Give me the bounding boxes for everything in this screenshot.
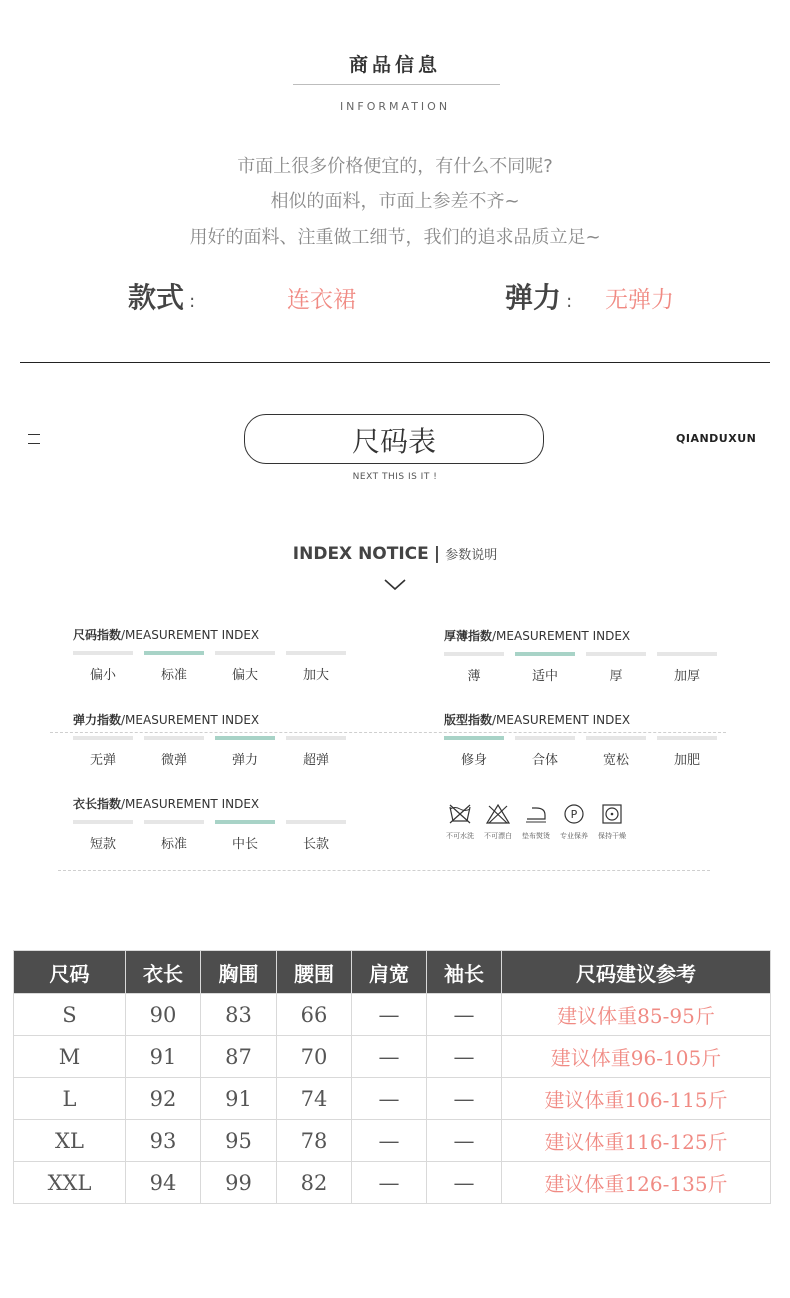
index-option-label: 修身 — [460, 753, 487, 768]
index-bar — [515, 736, 575, 740]
index-bar-selected — [215, 820, 275, 824]
table-cell: 83 — [201, 994, 277, 1036]
index-bar — [73, 651, 133, 655]
table-cell: — — [427, 1120, 502, 1162]
intro-line-3: 用好的面料、注重做工细节，我们的追求品质立足~ — [189, 227, 601, 248]
table-cell: — — [352, 1036, 427, 1078]
table-cell: — — [352, 1162, 427, 1204]
left-mark-icon — [28, 434, 40, 444]
table-cell: — — [427, 1162, 502, 1204]
table-cell: 91 — [201, 1078, 277, 1120]
iron-cloth-icon — [524, 803, 548, 825]
index-option-label: 微弹 — [160, 753, 187, 768]
index-bar — [144, 820, 204, 824]
index-title — [444, 627, 630, 644]
index-title-cn: 弹力指数 — [73, 713, 122, 727]
table-cell: 91 — [126, 1036, 201, 1078]
svg-text:P: P — [570, 808, 578, 821]
care-label: 不可漂白 — [484, 832, 512, 840]
info-title-underline — [293, 84, 500, 85]
header-recommendation: 尺码建议参考 — [502, 951, 771, 994]
table-row — [14, 1120, 771, 1162]
brand-logo: QIANDUXUN — [676, 432, 757, 445]
index-title-en: /MEASUREMENT INDEX — [492, 713, 631, 727]
index-option-label: 偏小 — [89, 668, 116, 683]
table-row — [14, 1078, 771, 1120]
care-item-dry — [594, 803, 630, 841]
index-title-cn: 版型指数 — [444, 713, 493, 727]
index-option-label: 薄 — [467, 669, 481, 684]
index-option-label: 加厚 — [673, 669, 700, 684]
table-cell: M — [14, 1036, 126, 1078]
table-row — [14, 1036, 771, 1078]
index-option-label: 标准 — [160, 668, 187, 683]
index-title-en: /MEASUREMENT INDEX — [492, 629, 631, 643]
table-cell: 74 — [277, 1078, 352, 1120]
care-label: 专业保养 — [560, 832, 588, 840]
index-option-label: 厚 — [609, 669, 623, 684]
index-title — [444, 711, 630, 728]
table-cell: 94 — [126, 1162, 201, 1204]
index-title-en: /MEASUREMENT INDEX — [121, 797, 260, 811]
index-bar — [657, 736, 717, 740]
index-bar-selected — [215, 736, 275, 740]
dashed-divider — [50, 732, 726, 733]
header-size: 尺码 — [14, 951, 126, 994]
professional-care-icon — [562, 803, 586, 825]
header-length: 衣长 — [126, 951, 201, 994]
spec-elastic-colon: : — [566, 291, 573, 312]
index-option-label: 加肥 — [673, 753, 700, 768]
index-bar — [286, 651, 346, 655]
index-bar — [73, 820, 133, 824]
spec-style-value: 连衣裙 — [287, 287, 356, 313]
index-option-label: 中长 — [231, 837, 258, 852]
care-label: 垫布熨烫 — [522, 832, 550, 840]
index-title-cn: 尺码指数 — [73, 628, 122, 642]
index-option-label: 超弹 — [302, 753, 329, 768]
table-cell: 95 — [201, 1120, 277, 1162]
care-item-iron — [518, 803, 554, 841]
care-item-professional — [556, 803, 592, 841]
tumble-dry-icon — [600, 803, 624, 825]
index-group-thickness — [444, 627, 700, 684]
index-option-label: 长款 — [302, 837, 329, 852]
size-chart-title: 尺码表 — [351, 425, 436, 458]
section-divider — [20, 362, 770, 363]
table-row — [14, 994, 771, 1036]
index-notice-cn: 参数说明 — [445, 548, 498, 563]
spec-style — [128, 276, 195, 316]
care-label: 不可水洗 — [446, 832, 474, 840]
table-cell: 93 — [126, 1120, 201, 1162]
table-cell: 90 — [126, 994, 201, 1036]
table-cell: 66 — [277, 994, 352, 1036]
header-sleeve: 袖长 — [427, 951, 502, 994]
index-notice-en: INDEX NOTICE — [292, 544, 429, 564]
table-cell: 82 — [277, 1162, 352, 1204]
index-option-label: 无弹 — [89, 753, 116, 768]
table-row — [14, 1162, 771, 1204]
spec-style-label: 款式 — [128, 281, 185, 314]
table-cell: — — [427, 994, 502, 1036]
intro-line-2: 相似的面料，市面上参差不齐~ — [270, 191, 520, 212]
index-notice-separator: | — [433, 544, 441, 564]
index-bar — [286, 736, 346, 740]
header-waist: 腰围 — [277, 951, 352, 994]
index-option-label: 加大 — [302, 668, 329, 683]
intro-line-1: 市面上很多价格便宜的，有什么不同呢? — [237, 156, 553, 177]
index-option-label: 适中 — [531, 669, 558, 684]
index-bar — [657, 652, 717, 656]
index-title — [73, 795, 259, 812]
index-bar-selected — [444, 736, 504, 740]
table-cell: 建议体重96-105斤 — [502, 1036, 771, 1078]
index-bar — [586, 652, 646, 656]
index-title-cn: 衣长指数 — [73, 797, 122, 811]
header-shoulder: 肩宽 — [352, 951, 427, 994]
index-group-size — [73, 626, 329, 683]
no-wash-icon — [448, 803, 472, 825]
table-cell: — — [427, 1036, 502, 1078]
table-header-row — [14, 951, 771, 994]
header-bust: 胸围 — [201, 951, 277, 994]
index-group-length — [73, 795, 329, 852]
spec-style-colon: : — [189, 291, 196, 312]
table-cell: 92 — [126, 1078, 201, 1120]
index-title-en: /MEASUREMENT INDEX — [121, 628, 260, 642]
table-cell: — — [427, 1078, 502, 1120]
index-title-cn: 厚薄指数 — [444, 629, 493, 643]
index-bar-selected — [515, 652, 575, 656]
table-cell: 70 — [277, 1036, 352, 1078]
table-cell: L — [14, 1078, 126, 1120]
no-bleach-icon — [486, 803, 510, 825]
index-option-label: 合体 — [531, 753, 558, 768]
spec-elastic-label: 弹力 — [505, 281, 562, 314]
table-cell: 建议体重116-125斤 — [502, 1120, 771, 1162]
index-title — [73, 711, 259, 728]
index-bar — [144, 736, 204, 740]
index-group-fit — [444, 711, 700, 768]
table-cell: 建议体重85-95斤 — [502, 994, 771, 1036]
table-cell: S — [14, 994, 126, 1036]
table-cell: XL — [14, 1120, 126, 1162]
index-group-elasticity — [73, 711, 329, 768]
table-cell: 建议体重106-115斤 — [502, 1078, 771, 1120]
index-notice-title — [0, 544, 790, 564]
table-cell: 99 — [201, 1162, 277, 1204]
care-item-no-wash — [442, 803, 478, 841]
index-bar-selected — [144, 651, 204, 655]
spec-elastic-value: 无弹力 — [605, 287, 674, 313]
chevron-down-icon — [384, 576, 406, 595]
index-option-label: 弹力 — [231, 753, 258, 768]
dashed-divider — [58, 870, 710, 871]
index-bar — [73, 736, 133, 740]
index-bar — [286, 820, 346, 824]
table-cell: 建议体重126-135斤 — [502, 1162, 771, 1204]
index-option-label: 偏大 — [231, 668, 258, 683]
index-bar — [215, 651, 275, 655]
index-title-en: /MEASUREMENT INDEX — [121, 713, 260, 727]
table-cell: 78 — [277, 1120, 352, 1162]
size-chart-subtitle: NEXT THIS IS IT ! — [352, 472, 438, 482]
index-option-label: 标准 — [160, 837, 187, 852]
index-bar — [586, 736, 646, 740]
care-item-no-bleach — [480, 803, 516, 841]
info-title: 商品信息 — [348, 54, 441, 76]
table-cell: 87 — [201, 1036, 277, 1078]
index-bar — [444, 652, 504, 656]
table-cell: — — [352, 1120, 427, 1162]
table-cell: XXL — [14, 1162, 126, 1204]
care-label: 保持干燥 — [598, 832, 626, 840]
index-option-label: 短款 — [89, 837, 116, 852]
index-title — [73, 626, 259, 643]
size-table — [13, 950, 771, 1204]
table-cell: — — [352, 994, 427, 1036]
spec-elastic — [505, 276, 572, 316]
index-option-label: 宽松 — [602, 753, 629, 768]
info-subtitle: INFORMATION — [339, 100, 451, 113]
table-cell: — — [352, 1078, 427, 1120]
